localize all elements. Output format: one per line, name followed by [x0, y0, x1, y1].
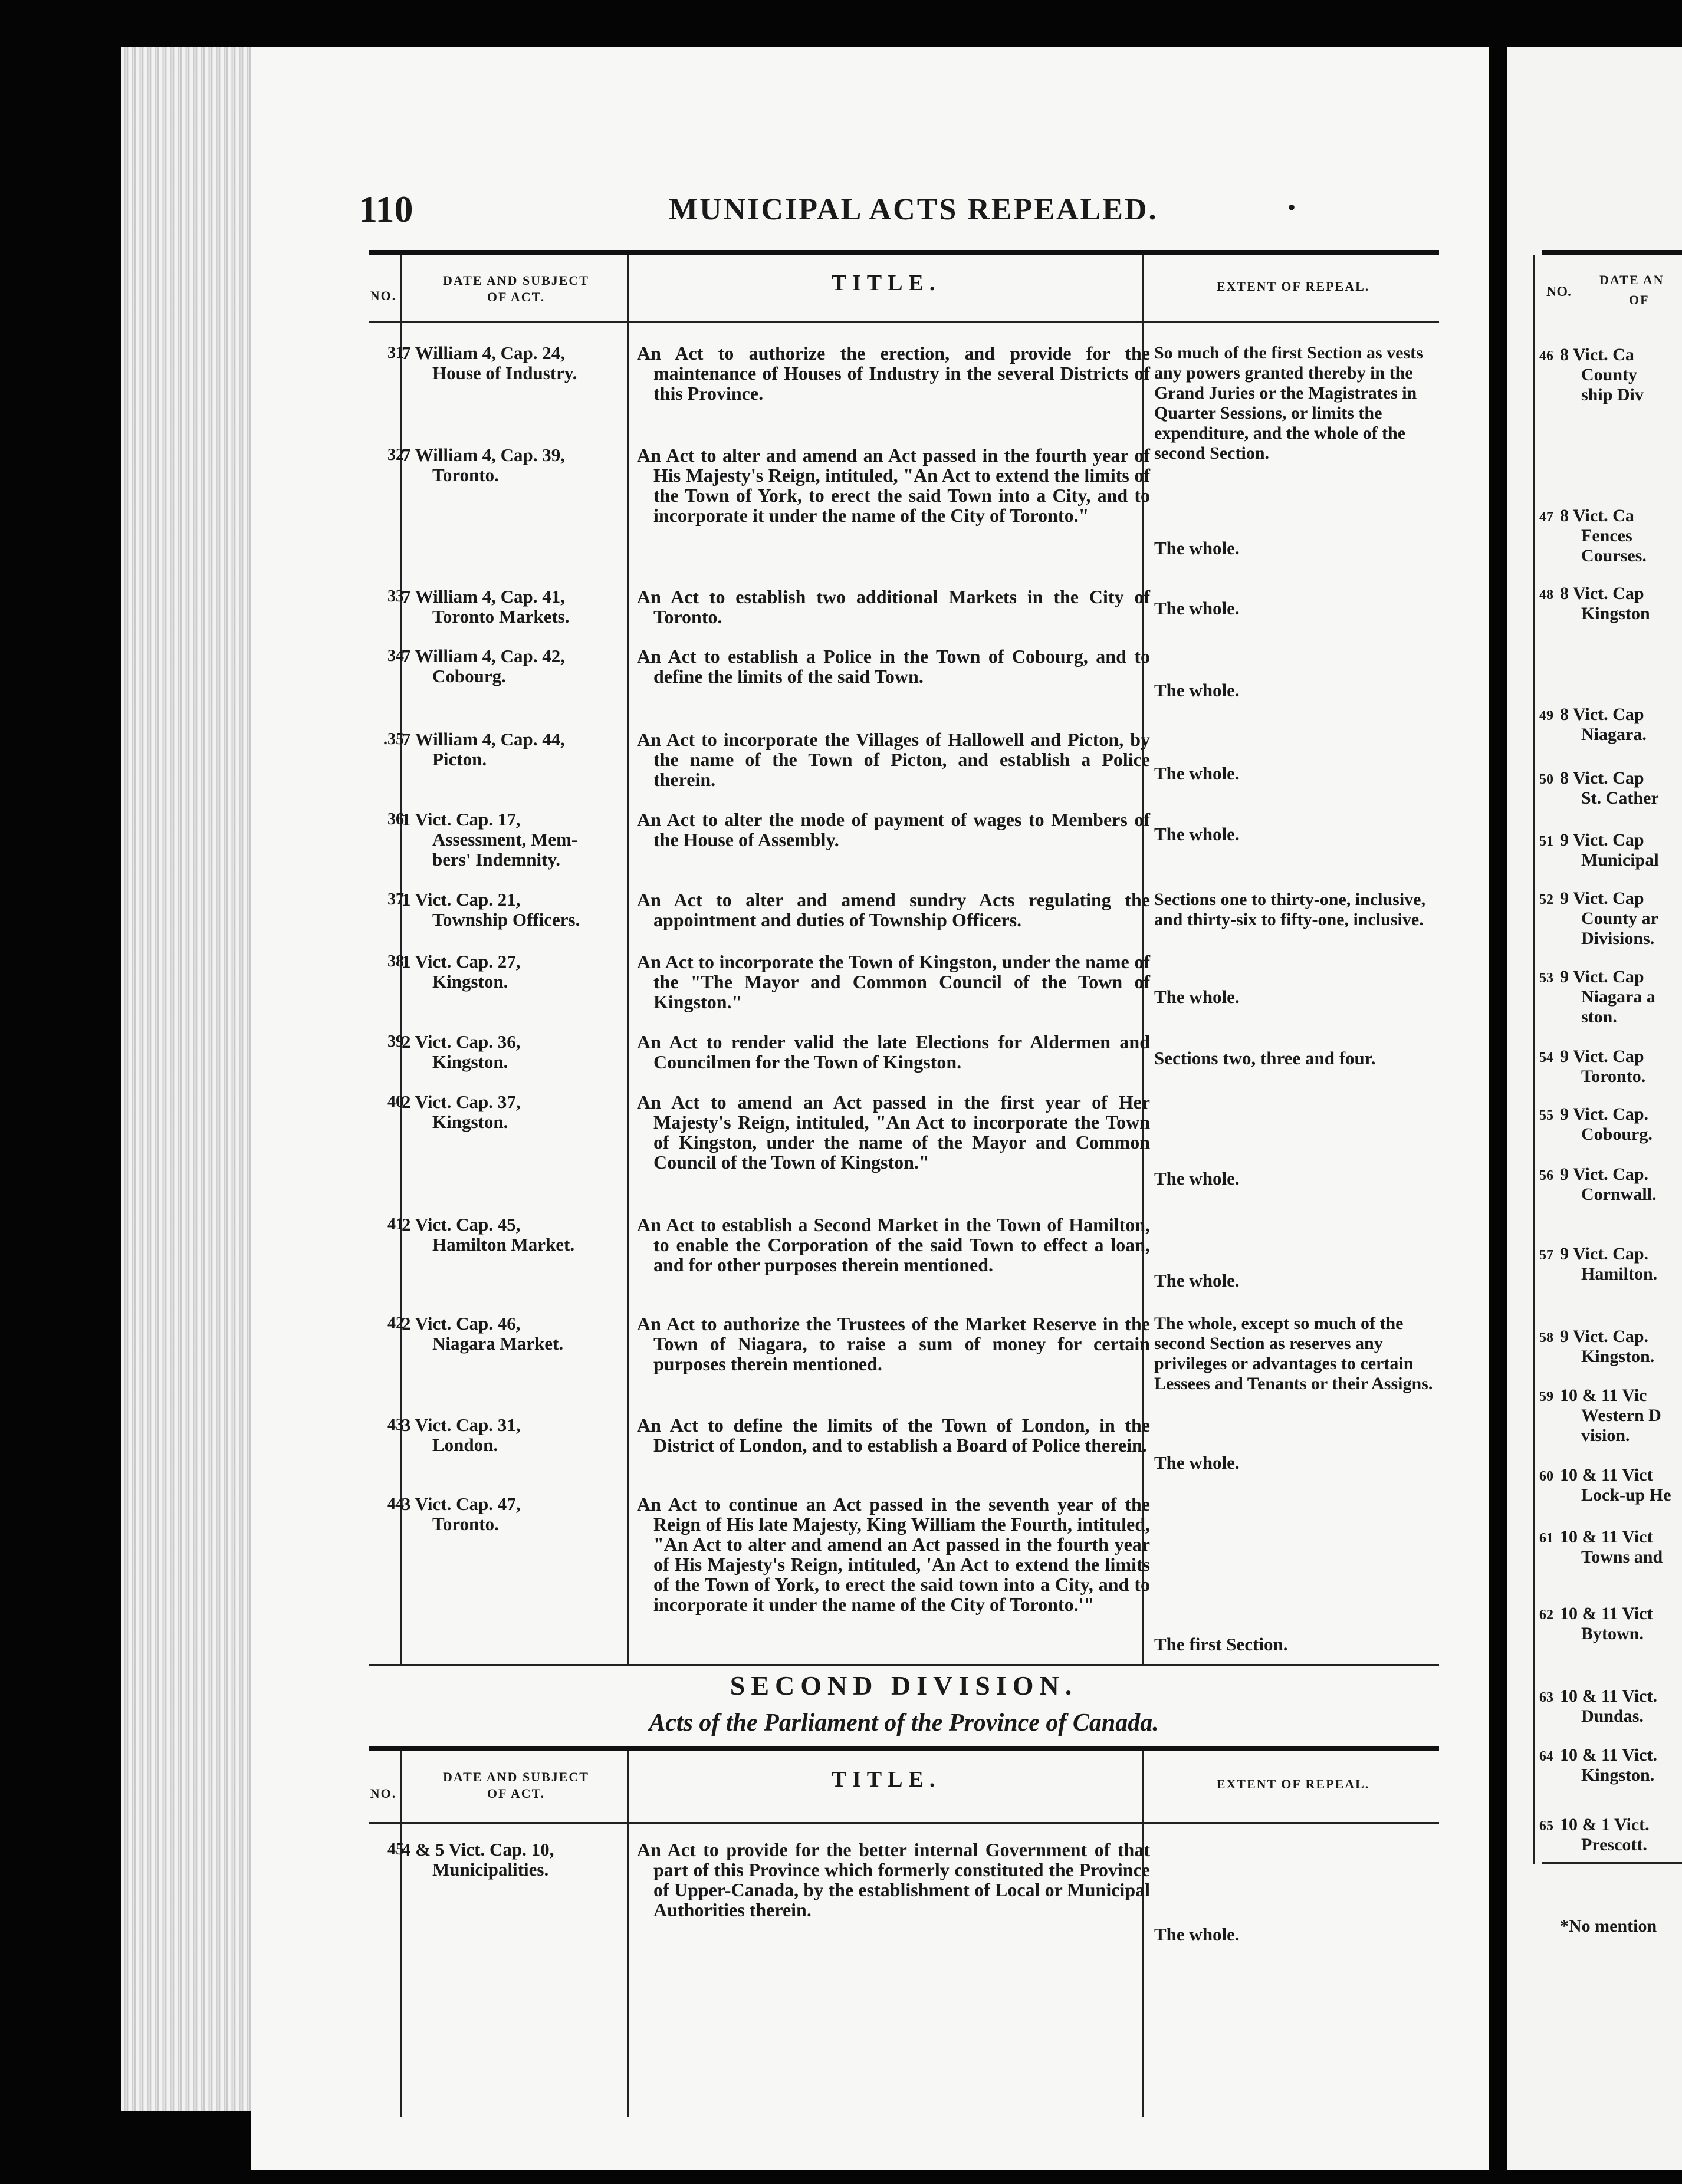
row-title: [637, 1415, 1150, 1455]
subject-line: Kingston.: [432, 971, 508, 992]
right-row-line: vision.: [1581, 1426, 1630, 1445]
date-line: 2 Vict. Cap. 46,: [402, 1313, 521, 1334]
row-extent: The whole.: [1154, 538, 1240, 558]
column-header-no: NO.: [370, 288, 397, 303]
column-header-date: [407, 272, 625, 305]
row-title: [637, 445, 1150, 525]
row-title: [637, 729, 1150, 790]
right-row-line: Courses.: [1581, 546, 1647, 565]
column-header-date-2: [407, 1769, 625, 1802]
right-row-line: 9 Vict. Cap: [1560, 830, 1644, 850]
row-title: [637, 587, 1150, 627]
row-date-subject: [402, 952, 640, 992]
date-line: 7 William 4, Cap. 39,: [402, 445, 566, 465]
right-row-line: 10 & 11 Vict.: [1560, 1686, 1657, 1706]
subject-line: Municipalities.: [432, 1859, 549, 1880]
row-number: 42: [387, 1314, 404, 1333]
row-number: 44: [387, 1495, 404, 1513]
subject-line: Kingston.: [432, 1111, 508, 1132]
column-header-title: TITLE.: [831, 271, 941, 295]
subject-line: Toronto Markets.: [432, 606, 570, 627]
right-row-line: County: [1581, 365, 1638, 384]
row-date-subject: [402, 646, 640, 686]
row-date-subject: [402, 890, 640, 930]
right-row-line: 8 Vict. Ca: [1560, 506, 1634, 525]
title-text: An Act to incorporate the Villages of Hallowell and Picton, by the name of the Town of Picton, and establish a Police therein.: [637, 729, 1150, 790]
title-text: An Act to establish a Second Market in the Town of Hamilton, to enable the Corporation of the said Town to effect a loan, and for other purposes therein mentioned.: [637, 1214, 1150, 1275]
title-text: An Act to incorporate the Town of Kingston, under the name of the "The Mayor and Common Council of the Town of Kingston.": [637, 951, 1150, 1012]
right-row-number: 61: [1539, 1531, 1553, 1546]
right-header-date: [1599, 270, 1664, 310]
right-row-line: 10 & 11 Vict: [1560, 1604, 1653, 1623]
row-extent: The whole.: [1154, 1270, 1240, 1291]
right-row-line: 9 Vict. Cap: [1560, 967, 1644, 986]
right-row-number: 53: [1539, 971, 1553, 986]
right-table-bottom-rule: [1542, 1862, 1682, 1864]
title-text: An Act to establish two additional Markets in the City of Toronto.: [637, 586, 1150, 627]
row-title: [637, 1092, 1150, 1172]
right-row-line: Kingston.: [1581, 1347, 1655, 1366]
row-date-subject: [402, 1032, 640, 1072]
row-extent: So much of the first Section as vests any powers granted thereby in the Grand Juries or the Magistrates in Quarter Sessions, or limits the expenditure, and the whole of the second Section.: [1154, 343, 1423, 463]
row-title: [637, 1494, 1150, 1614]
right-row-line: 8 Vict. Ca: [1560, 345, 1634, 364]
right-row-text: [1560, 1465, 1671, 1505]
right-row-number: 54: [1539, 1050, 1553, 1065]
right-row-line: Niagara.: [1581, 725, 1647, 744]
running-title: MUNICIPAL ACTS REPEALED.: [669, 193, 1158, 226]
right-row-line: 9 Vict. Cap.: [1560, 1104, 1648, 1124]
right-row-line: Towns and: [1581, 1547, 1663, 1567]
right-row-text: [1560, 1527, 1663, 1567]
right-row-number: 55: [1539, 1108, 1553, 1123]
row-extent: The whole.: [1154, 1452, 1240, 1473]
row-date-subject: [402, 810, 640, 870]
subject-line: Kingston.: [432, 1051, 508, 1072]
right-row-line: Prescott.: [1581, 1835, 1647, 1854]
right-row-line: 10 & 11 Vict: [1560, 1527, 1653, 1547]
right-row-line: 10 & 1 Vict.: [1560, 1815, 1650, 1834]
row-date-subject: [402, 1314, 640, 1354]
row-number: 45: [387, 1840, 404, 1859]
title-text: An Act to provide for the better internal Government of that part of this Province which formerly constituted the Province of Upper-Canada, by the establishment of Local or Municipal Authorities therein.: [637, 1839, 1150, 1920]
row-number: 31: [387, 344, 404, 362]
row-extent: The whole.: [1154, 1924, 1240, 1945]
right-row-number: 46: [1539, 348, 1553, 364]
row-date-subject: [402, 445, 640, 485]
right-row-line: 9 Vict. Cap: [1560, 1047, 1644, 1066]
right-row-line: 9 Vict. Cap.: [1560, 1244, 1648, 1264]
title-text: An Act to alter and amend an Act passed in the fourth year of His Majesty's Reign, intituled, "An Act to extend the limits of the Town of York, to erect the said Town into a City, and to incorporate it under the name of the City of Toronto.": [637, 445, 1150, 526]
row-title: [637, 952, 1150, 1012]
row-number: 40: [387, 1093, 404, 1111]
row-title: [637, 1215, 1150, 1275]
row-extent: Sections one to thirty-one, inclusive, and thirty-six to fifty-one, inclusive.: [1154, 890, 1425, 929]
subject-line: Cobourg.: [432, 666, 506, 686]
right-row-line: County ar: [1581, 909, 1658, 928]
first-division-bottom-rule: [369, 1664, 1439, 1666]
title-text: An Act to authorize the erection, and provide for the maintenance of Houses of Industry in the several Districts of this Province.: [637, 343, 1150, 404]
column-header-title-2: TITLE.: [831, 1767, 941, 1792]
title-text: An Act to establish a Police in the Town of Cobourg, and to define the limits of the said Town.: [637, 646, 1150, 687]
row-number: 41: [387, 1215, 404, 1234]
right-row-text: [1560, 1327, 1654, 1367]
right-table-top-rule: [1542, 250, 1682, 255]
column-divider-date-2: [627, 1751, 629, 2117]
right-row-text: [1560, 1386, 1661, 1446]
page-header: [359, 188, 1515, 235]
right-header-date-line1: DATE AN: [1599, 272, 1664, 287]
title-text: An Act to alter the mode of payment of wages to Members of the House of Assembly.: [637, 809, 1150, 850]
row-number: 33: [387, 587, 404, 606]
subject-line: House of Industry.: [432, 363, 577, 383]
row-title: [637, 646, 1150, 686]
row-title: [637, 890, 1150, 930]
right-row-line: 8 Vict. Cap: [1560, 705, 1644, 724]
row-date-subject: [402, 729, 640, 769]
right-row-number: 64: [1539, 1749, 1553, 1764]
right-row-text: [1560, 1745, 1657, 1785]
right-row-number: 63: [1539, 1690, 1553, 1705]
row-date-subject: [402, 343, 640, 383]
date-line: 1 Vict. Cap. 27,: [402, 951, 521, 972]
right-row-text: [1560, 506, 1647, 566]
title-text: An Act to authorize the Trustees of the Market Reserve in the Town of Niagara, to raise a sum of money for certain purposes therein mentioned.: [637, 1313, 1150, 1374]
right-row-line: 10 & 11 Vict.: [1560, 1745, 1657, 1765]
row-title: [637, 1032, 1150, 1072]
right-row-line: Kingston: [1581, 604, 1650, 623]
row-title: [637, 1314, 1150, 1374]
row-extent: The whole.: [1154, 763, 1240, 784]
right-row-line: Bytown.: [1581, 1624, 1644, 1643]
right-row-line: 8 Vict. Cap: [1560, 768, 1644, 788]
right-row-line: 8 Vict. Cap: [1560, 584, 1644, 603]
title-text: An Act to define the limits of the Town of London, in the District of London, and to establish a Board of Police therein.: [637, 1415, 1150, 1456]
right-row-line: Cornwall.: [1581, 1185, 1657, 1204]
row-number: .35: [383, 730, 404, 748]
right-row-number: 56: [1539, 1168, 1553, 1183]
header-mark: •: [1287, 194, 1296, 221]
right-row-number: 52: [1539, 892, 1553, 907]
title-text: An Act to render valid the late Elections for Aldermen and Councilmen for the Town of Kingston.: [637, 1031, 1150, 1073]
row-number: 43: [387, 1416, 404, 1434]
right-footnote: *No mention: [1560, 1916, 1657, 1936]
column-header-extent-2: EXTENT OF REPEAL.: [1216, 1777, 1370, 1791]
column-header-date-line2: OF ACT.: [487, 290, 546, 304]
row-extent: The whole.: [1154, 986, 1240, 1007]
right-row-text: [1560, 1104, 1653, 1144]
row-extent: The whole, except so much of the second Section as reserves any privileges or advantages to certain Lessees and Tenants or their Assigns.: [1154, 1314, 1433, 1393]
date-line: 2 Vict. Cap. 36,: [402, 1031, 521, 1052]
right-row-line: ship Div: [1581, 385, 1644, 404]
row-extent: The whole.: [1154, 680, 1240, 700]
date-line: 7 William 4, Cap. 44,: [402, 729, 566, 749]
right-row-text: [1560, 1047, 1645, 1087]
row-date-subject: [402, 1494, 640, 1534]
row-number: 32: [387, 446, 404, 464]
row-number: 36: [387, 810, 404, 828]
subject-line: Hamilton Market.: [432, 1234, 575, 1255]
row-extent: The whole.: [1154, 598, 1240, 619]
right-row-line: Toronto.: [1581, 1067, 1646, 1086]
right-row-number: 51: [1539, 834, 1553, 849]
right-row-number: 49: [1539, 708, 1553, 723]
date-line: 4 & 5 Vict. Cap. 10,: [402, 1839, 554, 1860]
row-extent: The first Section.: [1154, 1634, 1288, 1655]
row-title: [637, 343, 1150, 403]
table-top-rule: [369, 250, 1439, 255]
row-extent: The whole.: [1154, 824, 1240, 844]
subject-line: London.: [432, 1435, 498, 1455]
date-line: 2 Vict. Cap. 37,: [402, 1091, 521, 1112]
row-title: [637, 1840, 1150, 1920]
right-header-date-line2: OF: [1629, 292, 1650, 307]
subject-line: Niagara Market.: [432, 1333, 564, 1354]
right-header-no: NO.: [1546, 284, 1571, 300]
row-number: 38: [387, 952, 404, 971]
row-number: 39: [387, 1032, 404, 1051]
right-row-line: St. Cather: [1581, 788, 1659, 808]
right-row-text: [1560, 1686, 1657, 1726]
right-row-text: [1560, 1165, 1657, 1205]
subject-line: Assessment, Mem-: [432, 829, 578, 850]
right-row-text: [1560, 345, 1644, 405]
column-divider-title-2: [1142, 1751, 1144, 2117]
right-row-number: 48: [1539, 587, 1553, 603]
right-row-text: [1560, 830, 1659, 870]
right-row-text: [1560, 1244, 1657, 1284]
right-row-line: Fences: [1581, 526, 1632, 545]
right-row-number: 65: [1539, 1818, 1553, 1834]
column-header-date-line2: OF ACT.: [487, 1786, 546, 1801]
subject-line: bers' Indemnity.: [432, 849, 561, 870]
row-date-subject: [402, 1215, 640, 1255]
second-table-top-rule: [369, 1746, 1439, 1751]
date-line: 7 William 4, Cap. 42,: [402, 646, 566, 666]
title-text: An Act to alter and amend sundry Acts regulating the appointment and duties of Township Officers.: [637, 889, 1150, 930]
column-header-extent: EXTENT OF REPEAL.: [1216, 279, 1370, 294]
row-number: 34: [387, 647, 404, 665]
column-header-date-line1: DATE AND SUBJECT: [443, 273, 589, 288]
date-line: 3 Vict. Cap. 31,: [402, 1415, 521, 1435]
right-row-number: 62: [1539, 1607, 1553, 1623]
subject-line: Picton.: [432, 749, 487, 769]
right-row-text: [1560, 768, 1659, 808]
row-date-subject: [402, 587, 640, 627]
right-row-line: 10 & 11 Vic: [1560, 1386, 1647, 1405]
column-divider-no-2: [400, 1751, 402, 2117]
title-text: An Act to continue an Act passed in the seventh year of the Reign of His late Majesty, King William the Fourth, intituled, "An Act to alter and amend an Act passed in the fourth year of His Majesty's Reign, intituled, 'An Act to extend the limits of the Town of York, to erect the said town into a City, and to incorporate it under the name of the City of Toronto.'": [637, 1494, 1150, 1615]
division-title: SECOND DIVISION.: [730, 1670, 1078, 1701]
row-extent: The whole.: [1154, 1168, 1240, 1189]
right-row-text: [1560, 967, 1655, 1027]
right-row-line: Niagara a: [1581, 987, 1655, 1007]
right-row-line: 10 & 11 Vict: [1560, 1465, 1653, 1485]
row-date-subject: [402, 1415, 640, 1455]
right-row-line: Dundas.: [1581, 1706, 1644, 1726]
right-row-line: Municipal: [1581, 850, 1659, 870]
right-row-line: Western D: [1581, 1406, 1661, 1425]
second-header-bottom-rule: [369, 1822, 1439, 1824]
row-extent: Sections two, three and four.: [1154, 1048, 1376, 1068]
right-row-line: Divisions.: [1581, 929, 1655, 948]
right-row-line: 9 Vict. Cap.: [1560, 1165, 1648, 1184]
subject-line: Toronto.: [432, 1514, 499, 1534]
subject-line: Township Officers.: [432, 909, 580, 930]
right-row-line: ston.: [1581, 1007, 1617, 1027]
column-header-no-2: NO.: [370, 1786, 397, 1801]
row-number: 37: [387, 890, 404, 909]
division-subtitle: Acts of the Parliament of the Province of Canada.: [649, 1709, 1159, 1736]
right-row-text: [1560, 705, 1647, 745]
row-date-subject: [402, 1092, 640, 1132]
right-row-number: 58: [1539, 1330, 1553, 1346]
header-bottom-rule: [369, 321, 1439, 323]
date-line: 2 Vict. Cap. 45,: [402, 1214, 521, 1235]
right-row-line: 9 Vict. Cap: [1560, 889, 1644, 908]
right-row-line: 9 Vict. Cap.: [1560, 1327, 1648, 1346]
column-header-date-line1: DATE AND SUBJECT: [443, 1769, 589, 1784]
right-row-number: 59: [1539, 1389, 1553, 1405]
date-line: 7 William 4, Cap. 24,: [402, 343, 566, 363]
right-row-line: Lock-up He: [1581, 1485, 1671, 1505]
right-row-number: 60: [1539, 1469, 1553, 1484]
date-line: 1 Vict. Cap. 17,: [402, 809, 521, 830]
date-line: 3 Vict. Cap. 47,: [402, 1494, 521, 1514]
subject-line: Toronto.: [432, 465, 499, 485]
date-line: 1 Vict. Cap. 21,: [402, 889, 521, 910]
title-text: An Act to amend an Act passed in the first year of Her Majesty's Reign, intituled, "An Act to incorporate the Town of Kingston, under the name of the Mayor and Common Council of the Town of Kingston.": [637, 1091, 1150, 1173]
page-edge-stack: [121, 47, 254, 2111]
right-row-number: 57: [1539, 1248, 1553, 1263]
row-date-subject: [402, 1840, 640, 1880]
right-row-text: [1560, 1815, 1650, 1855]
right-row-line: Hamilton.: [1581, 1264, 1658, 1284]
date-line: 7 William 4, Cap. 41,: [402, 586, 566, 607]
right-row-number: 50: [1539, 772, 1553, 787]
right-row-text: [1560, 584, 1650, 624]
right-row-line: Kingston.: [1581, 1765, 1655, 1785]
right-column-divider: [1533, 255, 1535, 1864]
right-row-text: [1560, 1604, 1653, 1644]
row-title: [637, 810, 1150, 850]
right-row-line: Cobourg.: [1581, 1124, 1653, 1144]
right-row-text: [1560, 889, 1658, 949]
page-number: 110: [359, 188, 413, 230]
right-row-number: 47: [1539, 509, 1553, 525]
